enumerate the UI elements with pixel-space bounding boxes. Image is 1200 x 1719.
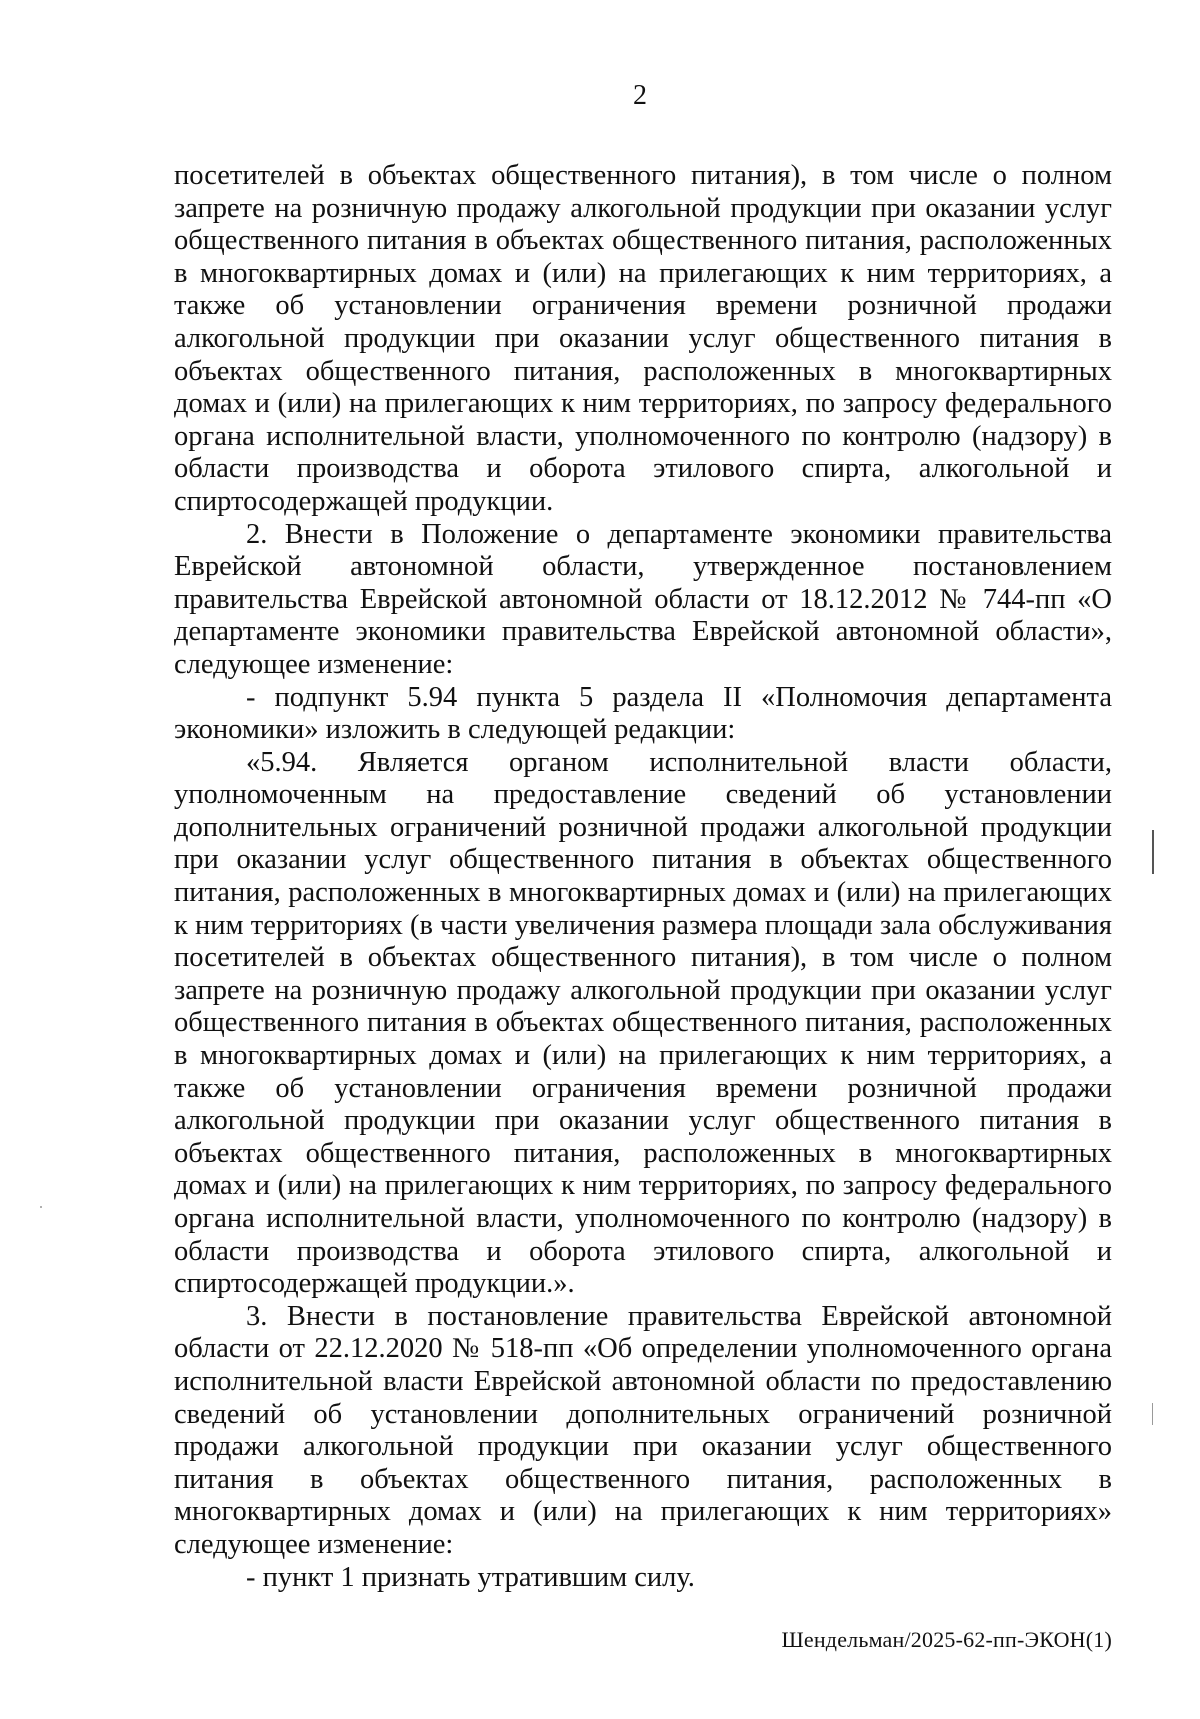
paragraph-subitem-5-94: - подпункт 5.94 пункта 5 раздела II «Полномочия департамента экономики» изложить в следующей редакции: <box>174 681 1112 746</box>
document-code-footer: Шендельман/2025-62-пп-ЭКОН(1) <box>781 1627 1112 1652</box>
paragraph-continuation: посетителей в объектах общественного питания), в том числе о полном запрете на розничную продажу алкогольной продукции при оказании услуг общественного питания в объектах общественного питания, расположенных в многоквартирных домах и (или) на прилегающих к ним территориях, а также об установлении ограничения времени розничной продажи алкогольной продукции при оказании услуг общественного питания в объектах общественного питания, расположенных в многоквартирных домах и (или) на прилегающих к ним территориях, по запросу федерального органа исполнительной власти, уполномоченного по контролю (надзору) в области производства и оборота этилового спирта, алкогольной и спиртосодержащей продукции. <box>174 160 1112 517</box>
scan-artifact <box>1152 830 1154 874</box>
scan-artifact <box>40 1206 42 1208</box>
document-body <box>174 160 1112 1594</box>
paragraph-item-3: 3. Внести в постановление правительства Еврейской автономной области от 22.12.2020 № 518-пп «Об определении уполномоченного органа исполнительной власти Еврейской автономной области по предоставлению сведений об установлении дополнительных ограничений розничной продажи алкогольной продукции при оказании услуг общественного питания в объектах общественного питания, расположенных в многоквартирных домах и (или) на прилегающих к ним территориях» следующее изменение: <box>174 1300 1112 1560</box>
paragraph-quoted-5-94: «5.94. Является органом исполнительной власти области, уполномоченным на предоставление сведений об установлении дополнительных ограничений розничной продажи алкогольной продукции при оказании услуг общественного питания в объектах общественного питания, расположенных в многоквартирных домах и (или) на прилегающих к ним территориях (в части увеличения размера площади зала обслуживания посетителей в объектах общественного питания), в том числе о полном запрете на розничную продажу алкогольной продукции при оказании услуг общественного питания в объектах общественного питания, расположенных в многоквартирных домах и (или) на прилегающих к ним территориях, а также об установлении ограничения времени розничной продажи алкогольной продукции при оказании услуг общественного питания в объектах общественного питания, расположенных в многоквартирных домах и (или) на прилегающих к ним территориях, по запросу федерального органа исполнительной власти, уполномоченного по контролю (надзору) в области производства и оборота этилового спирта, алкогольной и спиртосодержащей продукции.». <box>174 746 1112 1300</box>
scan-artifact <box>1152 1403 1153 1425</box>
paragraph-item-2: 2. Внести в Положение о департаменте экономики правительства Еврейской автономной области, утвержденное постановлением правительства Еврейской автономной области от 18.12.2012 № 744-пп «О департаменте экономики правительства Еврейской автономной области», следующее изменение: <box>174 518 1112 680</box>
paragraph-item-3-point-1: - пункт 1 признать утратившим силу. <box>246 1561 695 1593</box>
page-number: 2 <box>633 80 647 111</box>
